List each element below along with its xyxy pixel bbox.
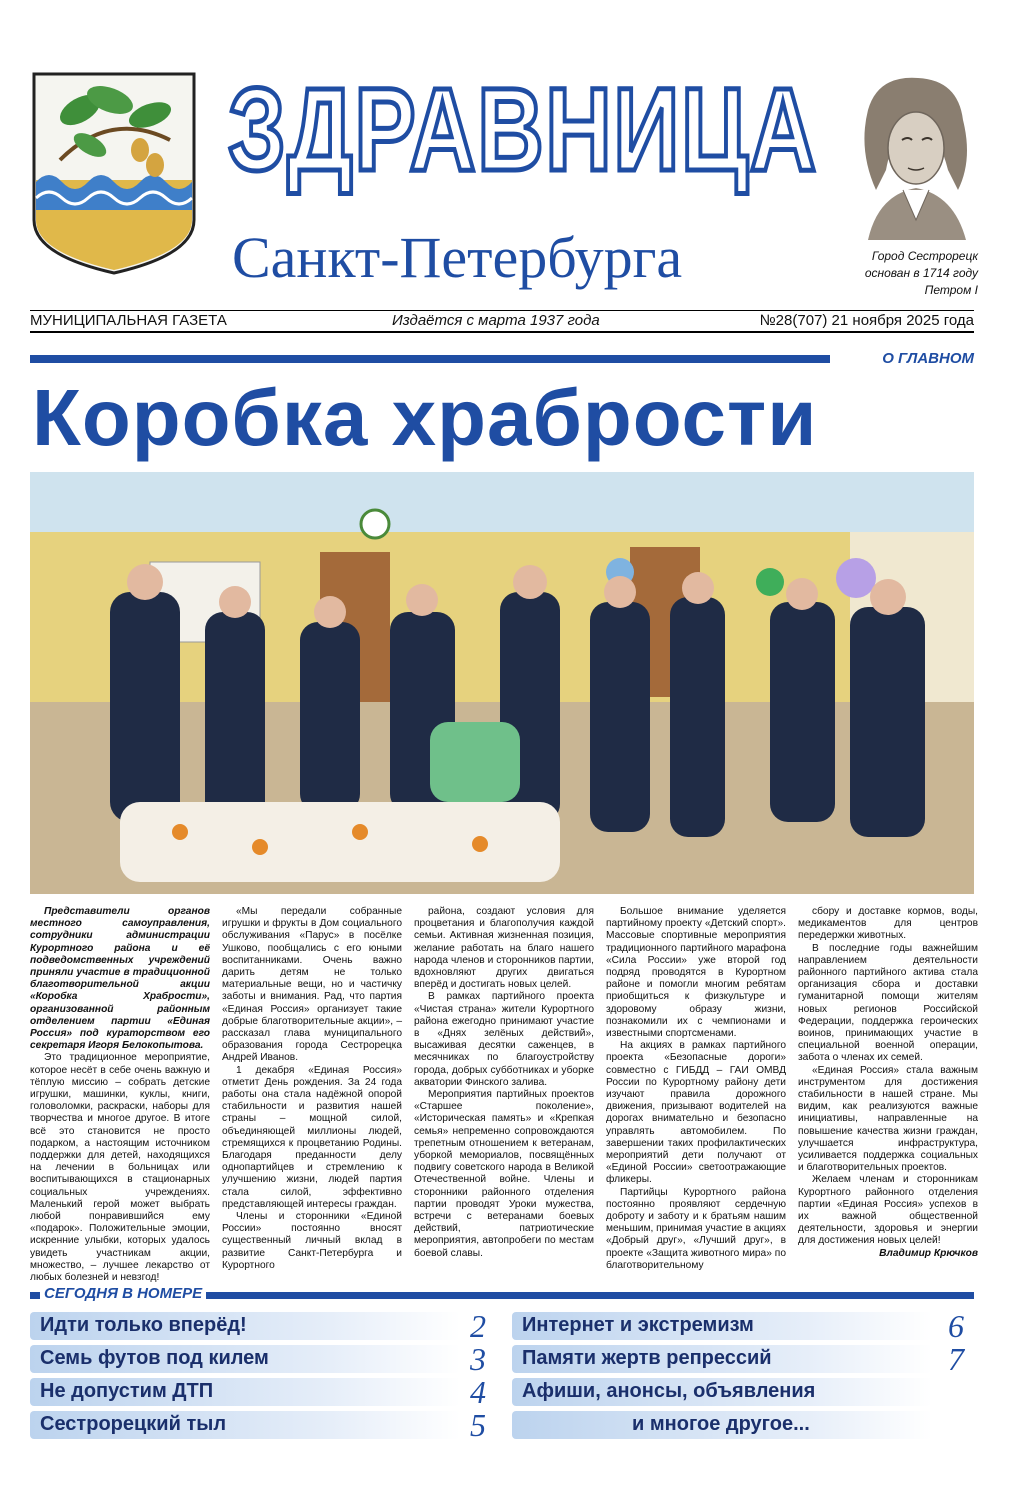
newspaper-title-text: ЗДРАВНИЦА — [228, 64, 818, 196]
article-column-2 — [222, 906, 402, 1272]
article-paragraph: Представители органов местного самоуправления, сотрудники администрации Курортного района и её подведомственных учреждений приняли участие в традиционной благотворительной акции «Коробка Храбрости», организованной районным отделением партии «Единая Россия» под кураторством его секретаря Игоря Белокопытова. — [30, 906, 210, 1052]
newspaper-title — [228, 64, 838, 196]
toc-item-label: Семь футов под килем — [40, 1347, 269, 1369]
article-paragraph: Партийцы Курортного района постоянно проявляют сердечную доброту и заботу и к братьям нашим меньшим, принимая участие в акциях «Добрый друг», «Лучший друг», в проекте «Защита животного мира» по благотворительному — [606, 1186, 786, 1271]
article-paragraph: Желаем членам и сторонникам Курортного районного отделения партии «Единая Россия» успехов в их важной общественной деятельности, здоровья и энергии для достижения новых целей! — [798, 1174, 978, 1247]
toc-page-number: 7 — [948, 1341, 964, 1377]
rubric-bar — [30, 355, 830, 363]
article-paragraph: На акциях в рамках партийного проекта «Безопасные дороги» совместно с ГИБДД – ГАИ ОМВД России по Курортному району дети изучают правила дорожного движения, призывают водителей на дорогах внимательно и безопасно управлять автомобилем. По завершении таких профилактических мероприятий дети получают от «Единой России» светоотражающие фликеры. — [606, 1040, 786, 1186]
article-headline: Коробка храбрости — [32, 373, 818, 462]
article-column-1 — [30, 906, 210, 1284]
article-paragraph: «Единая Россия» стала важным инструментом для достижения стабильности в нашей стране. Мы видим, как реализуются важные инициативы, направленные на повышение качества жизни граждан, улучшается инфраструктура, усиливается поддержка социальных и благотворительных проектов. — [798, 1064, 978, 1174]
article-column-5 — [798, 906, 978, 1260]
founded-line-3: Петром I — [924, 283, 978, 297]
toc-item-label: Памяти жертв репрессий — [522, 1347, 772, 1369]
toc-page-number: 4 — [470, 1374, 486, 1410]
masthead-info-bar — [30, 310, 974, 333]
toc-item-label: и многое другое... — [632, 1413, 810, 1435]
article-paragraph: Это традиционное мероприятие, которое несёт в себе очень важную и тёплую миссию – собрать детские игрушки, машинки, куклы, книги, головоломки, раскраски, наборы для творчества и многое другое. В итоге всё это становится не просто подарком, а настоящим источником поддержки для детей, находящихся на лечении в больницах или воспитывающихся в стационарных социальных учреждениях. Маленький герой может выбрать любой понравившийся ему «подарок». Положительные эмоции, искренние улыбки, которых удалось увидеть участникам акции, множество, – лучшее лекарство от любых болезней и невзгод! — [30, 1052, 210, 1284]
group-photo — [30, 472, 974, 894]
article-paragraph: В последние годы важнейшим направлением деятельности районного партийного актива стала организация сбора и доставки гуманитарной помощи жителям новых регионов Российской Федерации, поддержка героических воинов, принимающих участие в специальной военной операции, забота о членах их семей. — [798, 942, 978, 1064]
toc-item-label: Не допустим ДТП — [40, 1380, 214, 1402]
toc-item[interactable] — [512, 1378, 932, 1406]
toc-item-label: Интернет и экстремизм — [522, 1314, 754, 1336]
founded-line-2: основан в 1714 году — [864, 266, 978, 280]
article-column-4 — [606, 906, 786, 1272]
article-column-3 — [414, 906, 594, 1260]
toc-page-number: 5 — [470, 1407, 486, 1443]
toc-item[interactable] — [512, 1312, 932, 1340]
toc-item[interactable] — [30, 1345, 460, 1373]
paper-type: МУНИЦИПАЛЬНАЯ ГАЗЕТА — [30, 312, 227, 329]
toc-item[interactable] — [30, 1378, 460, 1406]
article-author: Владимир Крючков — [879, 1247, 978, 1259]
toc-heading — [30, 1286, 974, 1302]
toc-item-label: Идти только вперёд! — [40, 1314, 247, 1336]
toc-item-label: Афиши, анонсы, объявления — [522, 1380, 816, 1402]
issue-number-date: №28(707) 21 ноября 2025 года — [759, 312, 974, 329]
toc-item-label: Сестрорецкий тыл — [40, 1413, 227, 1435]
toc-item[interactable] — [512, 1411, 932, 1439]
toc-item[interactable] — [512, 1345, 932, 1373]
article-paragraph: Мероприятия партийных проектов «Старшее поколение», «Историческая память» и «Крепкая семья» непременно сопровождаются трепетным отношением к ветеранам, уборкой мемориалов, посвящённых подвигу советского народа в Великой Отечественной войне. Члены и сторонники районного отделения партии проводят Уроки мужества, встречи с ветеранами боевых действий, патриотические мероприятия, автопробеги по местам боевой славы. — [414, 1089, 594, 1259]
article-body — [30, 906, 978, 1284]
toc-item[interactable] — [30, 1411, 460, 1439]
toc-page-number: 3 — [470, 1341, 486, 1377]
article-paragraph: В рамках партийного проекта «Чистая страна» жители Курортного района ежегодно принимают участие в «Днях зелёных действий», высаживая десятки саженцев, в месячниках по благоустройству города, добрых субботниках и уборке акватории Финского залива. — [414, 991, 594, 1088]
rubric-label: О ГЛАВНОМ — [882, 350, 974, 367]
toc-heading-text: СЕГОДНЯ В НОМЕРЕ — [40, 1285, 206, 1302]
founded-line-1: Город Сестрорецк — [871, 249, 978, 263]
article-paragraph: Большое внимание уделяется партийному проекту «Детский спорт». Массовые спортивные мероприятия традиционного партийного марафона «Сила России» уже второй год подряд проводятся в Курортном районе и помогли многим ребятам приобщиться к физкультуре и здоровому образу жизни, познакомили их с чемпионами и известными спортсменами. — [606, 906, 786, 1040]
founder-portrait — [848, 70, 978, 240]
article-paragraph: «Мы передали собранные игрушки и фрукты в Дом социального обслуживания «Парус» в посёлке Ушково, пообщались с его юными воспитанниками. Очень важно дарить детям не только материальные вещи, но и частичку заботы и внимания. Рад, что партия «Единая Россия» организует такие добрые благотворительные акции», – рассказал глава муниципального образования города Сестрорецка Андрей Иванов. — [222, 906, 402, 1064]
toc-item[interactable] — [30, 1312, 460, 1340]
newspaper-subtitle: Санкт-Петербурга — [232, 225, 683, 290]
toc-page-number: 2 — [470, 1308, 486, 1344]
published-since: Издаётся с марта 1937 года — [392, 312, 600, 329]
article-paragraph: Члены и сторонники «Единой России» постоянно вносят существенный личный вклад в развитие Санкт-Петербурга и Курортного — [222, 1211, 402, 1271]
article-paragraph: сбору и доставке кормов, воды, медикаментов для центров передержки животных. — [798, 906, 978, 942]
founded-caption — [838, 248, 978, 299]
article-paragraph: района, создают условия для процветания и благополучия каждой семьи. Активная жизненная позиция, желание работать на благо нашего народа членов и сторонников партии, вдохновляют других двигаться вперёд и достигать новых целей. — [414, 906, 594, 991]
toc-page-number: 6 — [948, 1308, 964, 1344]
city-coat-of-arms — [30, 70, 198, 275]
article-paragraph: 1 декабря «Единая Россия» отметит День рождения. За 24 года работы она стала надёжной опорой стабильности и развития нашей страны – мощной силой, объединяющей миллионы людей, стремящихся к процветанию Родины. Благодаря преданности делу однопартийцев и стремлению к улучшению жизни, людей партия стала силой, эффективно представляющей интересы граждан. — [222, 1064, 402, 1210]
